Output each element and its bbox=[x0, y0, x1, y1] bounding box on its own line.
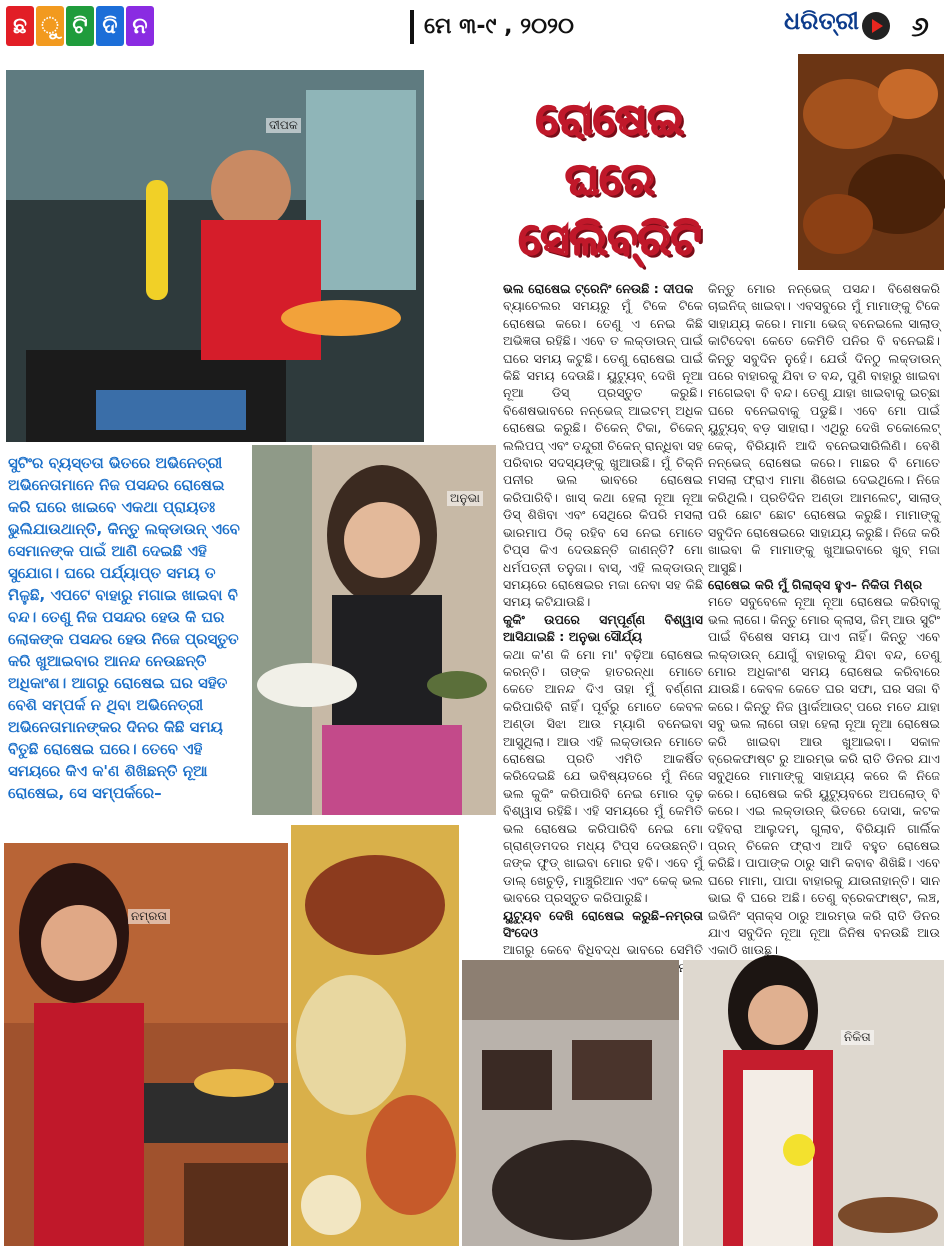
play-icon bbox=[862, 12, 890, 40]
intro-text: ସୁଟିଂର ବ୍ୟସ୍ତତା ଭିତରେ ଅଭିନେତ୍ରୀ ଅଭିନେତାମାନେ ନିଜ ପସନ୍ଦର ରୋଷେଇ କରି ଘରେ ଖାଇବେ ଏକଥା ପ୍ରାୟତଃ ଭୁଲିଯାଉଥାନ୍ତି, କିନ୍ତୁ ଲକ୍‌ଡାଉନ୍ ଏବେ ସେମାନଙ୍କ ପାଇଁ ଆଣି ଦେଇଛି ଏହି ସୁଯୋଗ। ଘରେ ପର୍ଯ୍ୟାପ୍ତ ସମୟ ତ ମିଳୁଛି, ଏପଟେ ବାହାରୁ ମଗାଇ ଖାଇବା ବି ବନ୍ଦ। ତେଣୁ ନିଜ ପସନ୍ଦର ହେଉ କି ଘର ଲୋକଙ୍କ ପସନ୍ଦର ହେଉ ନିଜେ ପ୍ରସ୍ତୁତ କରି ଖୁଆଇବାର ଆନନ୍ଦ ନେଉଛନ୍ତି ଅଧିକାଂଶ। ଆଗରୁ ରୋଷେଇ ଘର ସହିତ ବେଶି ସମ୍ପର୍କ ନ ଥିବା ଅଭିନେତ୍ରୀ ଅଭିନେତାମାନଙ୍କର ଦିନର କିଛି ସମୟ ବିତୁଛି ରୋଷେଇ ଘରେ। ତେବେ ଏହି ସମୟରେ କିଏ କ'ଣ ଶିଖିଛନ୍ତି ନୂଆ ରୋଷେଇ, ସେ ସମ୍ପର୍କରେ– bbox=[8, 454, 240, 802]
headline-line-3: ସେଲିବ୍ରିଟି bbox=[518, 214, 702, 265]
paragraph-nikita: ମତେ ସବୁବେଳେ ନୂଆ ନୂଆ ରୋଷେଇ କରିବାକୁ ଭଲ ଲାଗେ। କିନ୍ତୁ ମୋର କ୍ଲାସ, ଜିମ୍ ଆଉ ସୁଟିଂ ପାଇଁ ବିଶେଷ ସମୟ ପାଏ ନାହିଁ। କିନ୍ତୁ ଏବେ ଲକ୍‌ଡାଉନ୍ ଯୋଗୁଁ ବାହାରକୁ ଯିବା ବନ୍ଦ, ତେଣୁ ମୋର ଅଧିକାଂଶ ସମୟ ରୋଷେଇ କରିବାରେ ଯାଉଛି। କେବଳ କେତେ ଘର ସଫା, ଘର ସଜା ବି କରେ। କିନ୍ତୁ ନିଜ ୱାର୍କଆଉଟ୍ ପରେ ମତେ ଯାହା ସବୁ ଭଲ ଲାଗେ ତାହା ହେଲା ନୂଆ ନୂଆ ରୋଷେଇ କରି ଖାଇବା ଆଉ ଖୁଆଇବା। ସକାଳ ବ୍ରେକଫାଷ୍ଟ ରୁ ଆରମ୍ଭ କରି ରାତି ଡିନର ଯାଏ ସବୁଥିରେ ମାମାଙ୍କୁ ସାହାଯ୍ୟ କରେ କି ନିଜେ କରେ। ରୋଷେଇ କରି ୟୁଟ୍ୟୁବରେ ଅପଲୋଡ୍ ବି କରେ। ଏଇ ଲକ୍‌ଡାଉନ୍ ଭିତରେ ଦୋସା, କଟକ ଦହିବରା ଆଲୁଦମ୍, ଗୁଲାବ, ବିରିୟାନି ଗାର୍ଲିକ ପ୍ରନ୍ ଚିକେନ ଫ୍ରାଏ ଆଦି ବହୁତ ରୋଷେଇ କରିଛି। ପାପାଙ୍କ ଠାରୁ ସାମି କବାବ ଶିଖିଛି। ଏବେ ଘରେ ମାମା, ପାପା ବାହାରକୁ ଯାଉନାହାନ୍ତି। ସାନ ଭାଇ ବି ଘରେ ଅଛି। ତେଣୁ ବ୍ରେକଫାଷ୍ଟ, ଲଞ୍ଚ, ଇଭିନିଂ ସ୍ନାକ୍ସ ଠାରୁ ଆରମ୍ଭ କରି ରାତି ଡିନର ଯାଏ ସବୁଦିନ ନୂଆ ନୂଆ ଜିନିଷ ବନଉଛି ଆଉ ଏକାଠି ଖାଉଛୁ। bbox=[708, 594, 940, 958]
headline bbox=[430, 90, 790, 270]
subhead-namrata: ୟୁଟ୍ୟୁବ ଦେଖି ରୋଷେଇ କରୁଛି–ନମ୍ରତା ସିଂଦେଓ bbox=[503, 907, 703, 941]
paper-logo: ଧରିତ୍ରୀ bbox=[784, 6, 859, 35]
brand-letter: ଛ bbox=[6, 6, 34, 46]
headline-line-1: ରୋଷେଇ bbox=[535, 94, 685, 145]
photo-deepak bbox=[6, 70, 424, 442]
caption-deepak: ଦୀପକ bbox=[266, 118, 301, 133]
caption-anubha: ଅନୁଭା bbox=[447, 491, 483, 506]
photo-biryani bbox=[291, 825, 459, 1246]
chicken-photo-art bbox=[798, 54, 944, 270]
article-column-2 bbox=[708, 280, 940, 958]
masthead bbox=[0, 0, 945, 60]
photo-nikita bbox=[683, 960, 944, 1246]
nikita-photo-art bbox=[683, 960, 944, 1246]
issue-date: ମେ ୩-୯ , ୨୦୨୦ bbox=[410, 10, 770, 44]
cake-photo-art bbox=[462, 960, 679, 1246]
paragraph-anubha: କଥା କ'ଣ କି ମୋ ମା' ବଢ଼ିଆ ରୋଷେଇ କରନ୍ତି। ତାଙ୍କ ହାତରନ୍ଧା ମୋତେ କେତେ ଆନନ୍ଦ ଦିଏ ତାହା ମୁଁ ବର୍ଣ୍ଣନା କରିପାରିବି ନାହିଁ। ପୂର୍ବରୁ ମୋତେ କେବଳ ଅଣ୍ଡା ସିଝା ଆଉ ମ୍ୟାଗି ବନେଇବା ଆସୁଥିଲା। ଆଉ ଏହି ଲକ୍‌ଡାଉନ ମୋତେ ରୋଷେଇ ପ୍ରତି ଏମିତି ଆକର୍ଷିତ କରିଦେଇଛି ଯେ ଭବିଷ୍ୟତରେ ମୁଁ ନିଜେ ଭଲ କୁକିଂ କରିପାରିବି ନେଇ ମୋର ଦୃଢ଼ ବିଶ୍ୱାସ ରହିଛି। ଏହି ସମୟରେ ମୁଁ କେମିତି ଭଲ ରୋଷେଇ କରିପାରିବି ନେଇ ମୋ ଗ୍ରାଣ୍ଡମଦର ମଧ୍ୟ ଟିପ୍ସ ଦେଉଛନ୍ତି। ଜଙ୍କ ଫୁଡ୍ ଖାଇବା ମୋର ହବି। ଏବେ ମୁଁ ଡାଲ୍ ଖେଚୁଡ଼ି, ମାଞ୍ଚୁରିଆନ ଏବଂ କେକ୍ ଭଲ ଭାବରେ ପ୍ରସ୍ତୁତ କରିପାରୁଛି। bbox=[503, 646, 703, 906]
brand-letter: ନ bbox=[126, 6, 154, 46]
photo-anubha bbox=[252, 445, 496, 815]
section-brand bbox=[6, 6, 154, 46]
paragraph-namrata-continued: କିନ୍ତୁ ମୋର ନନ୍‌ଭେଜ୍ ପସନ୍ଦ। ବିଶେଷକରି ଚାଇନିଜ୍ ଖାଇବା। ଏବସବୁରେ ମୁଁ ମାମାଙ୍କୁ ଟିକେ ସାହାଯ୍ୟ କରେ। ମାମା ଭେଜ୍ ବନେଇଲେ ସାଲାଡ୍ କାଟିଦେବା କେତେ କେମିତି ପନିର ବି ବନେଇଛି। କିନ୍ତୁ ସବୁଦିନ ନୁହେଁ। ଯେଉଁ ଦିନଠୁ ଲକ୍‌ଡାଉନ୍ ପରେ ବାହାରକୁ ଯିବା ତ ବନ୍ଦ, ପୁଣି ବାହାରୁ ଖାଇବା ମଗେଇବା ବି ବନ୍ଦ। ତେଣୁ ଯାହା ଖାଇବାକୁ ଇଚ୍ଛା ଘରେ ବନେଇବାକୁ ପଡୁଛି। ଏବେ ମୋ ପାଇଁ ୟୁଟ୍ୟୁବ୍ ବଡ଼ ସାହାରା। ଏଥିରୁ ଦେଖି ଚକୋଲେଟ୍ କେକ୍, ବିରିୟାନି ଆଦି ବନେଇସାରିଲିଣି। ବେଶି ନନ୍‌ଭେଜ୍ ରୋଷେଇ କରେ। ମାଛର ବି ମୋତେ ମସଲା ଫ୍ରାଏ ମାମା ଶିଖେଇ ଦେଇଥିଲେ। ନିଜେ କରିଥିଲି। ପ୍ରତିଦିନ ଅଣ୍ଡା ଆମଲେଟ୍, ସାଲାଡ୍ ପରି ଛୋଟ ଛୋଟ ରୋଷେଇ କରୁଛି। ମାମାଙ୍କୁ ସବୁଦିନ ରୋଷେଇରେ ସାହାଯ୍ୟ କରୁଛି। ନିଜେ କରି ଖାଇବା କି ମାମାଙ୍କୁ ଖୁଆଇବାରେ ଖୁବ୍ ମଜା ଆସୁଛି। bbox=[708, 281, 940, 575]
paragraph-namrata: ଆଗରୁ କେବେ ବିଧିବଦ୍ଧ ଭାବରେ ସେମିତି bbox=[503, 942, 703, 958]
photo-namrata bbox=[4, 843, 288, 1246]
subhead-nikita: ରୋଷେଇ କରି ମୁଁ ଗିଲାକ୍ସ ହୁଏ– ନିକିତା ମିଶ୍ର bbox=[708, 576, 923, 592]
headline-line-2: ଘରେ bbox=[565, 154, 655, 205]
brand-letter: ଦି bbox=[96, 6, 124, 46]
photo-chocolate-cake bbox=[462, 960, 679, 1246]
article-column-1 bbox=[503, 280, 703, 958]
subhead-anubha: କୁକିଂ ଉପରେ ସମ୍ପୂର୍ଣ୍ଣ ବିଶ୍ୱାସ ଆସିଯାଇଛି : ଅନୁଭା ସୌର୍ଯ୍ୟ bbox=[503, 611, 703, 645]
caption-namrata: ନମ୍ରତା bbox=[128, 909, 170, 924]
deepak-photo-art bbox=[6, 70, 424, 442]
paragraph-deepak: ବ୍ୟାଚେଲର ସମୟରୁ ମୁଁ ଟିକେ ଟିକେ ରୋଷେଇ କରେ। ତେଣୁ ଏ ନେଇ କିଛି ଅଭିଜ୍ଞତା ରହିଛି। ଏବେ ତ ଲକ୍‌ଡାଉନ୍ ପାଇଁ ଘରେ ସମୟ କଟୁଛି। ତେଣୁ ରୋଷେଇ ପାଇଁ କିଛି ସମୟ ଦେଉଛି। ୟୁଟ୍ୟୁବ୍ ଦେଖି ନୂଆ ନୂଆ ଡିସ୍ ପ୍ରସ୍ତୁତ କରୁଛି। ବିଶେଷଭାବରେ ନନ୍‌ଭେଜ୍ ଆଇଟମ୍ ଅଧିକ ରୋଷେଇ କରୁଛି। ଚିକେନ୍ ଟିକା, ଚିକେନ୍ ଲଲିପପ୍ ଏବଂ ତନ୍ଦୁରୀ ଚିକେନ୍ ରାନ୍ଧିବା ସହ ପରିବାର ସଦସ୍ୟଙ୍କୁ ଖୁଆଉଛି। ମୁଁ ଚିକ୍ନି ପନୀର ଭଲ ଭାବରେ ରୋଷେଇ କରିପାରିବି। ଖାସ୍ କଥା ହେଲା ନୂଆ ନୂଆ ଡିସ୍ ଶିଖିବା ଏବଂ ସେଥିରେ କିପରି ମସଲା ଭାରମାପ ଠିକ୍ ରହିବ ସେ ନେଇ ମୋତେ ଟିପ୍ସ କିଏ ଦେଉଛନ୍ତି ଜାଣନ୍ତି? ମୋ ଧର୍ମପତ୍ନୀ ତନୁଜା। ବାସ୍, ଏହି ଲକ୍‌ଡାଉନ୍ ସମୟରେ ରୋଷେଇର ମଜା ନେବା ସହ କିଛି ସମୟ କଟିଯାଉଛି। bbox=[503, 298, 703, 610]
page-number: ୬ bbox=[911, 10, 929, 43]
brand-letter: ୁ bbox=[36, 6, 64, 46]
namrata-photo-art bbox=[4, 843, 288, 1246]
biryani-photo-art bbox=[291, 825, 459, 1246]
brand-letter: ଟି bbox=[66, 6, 94, 46]
subhead-deepak: ଭଲ ରୋଷେଇ ଟ୍ରେନିଂ ନେଉଛି : ଦୀପକ bbox=[503, 281, 694, 296]
photo-chicken-dish bbox=[798, 54, 944, 270]
caption-nikita: ନିକିତା bbox=[841, 1030, 874, 1045]
